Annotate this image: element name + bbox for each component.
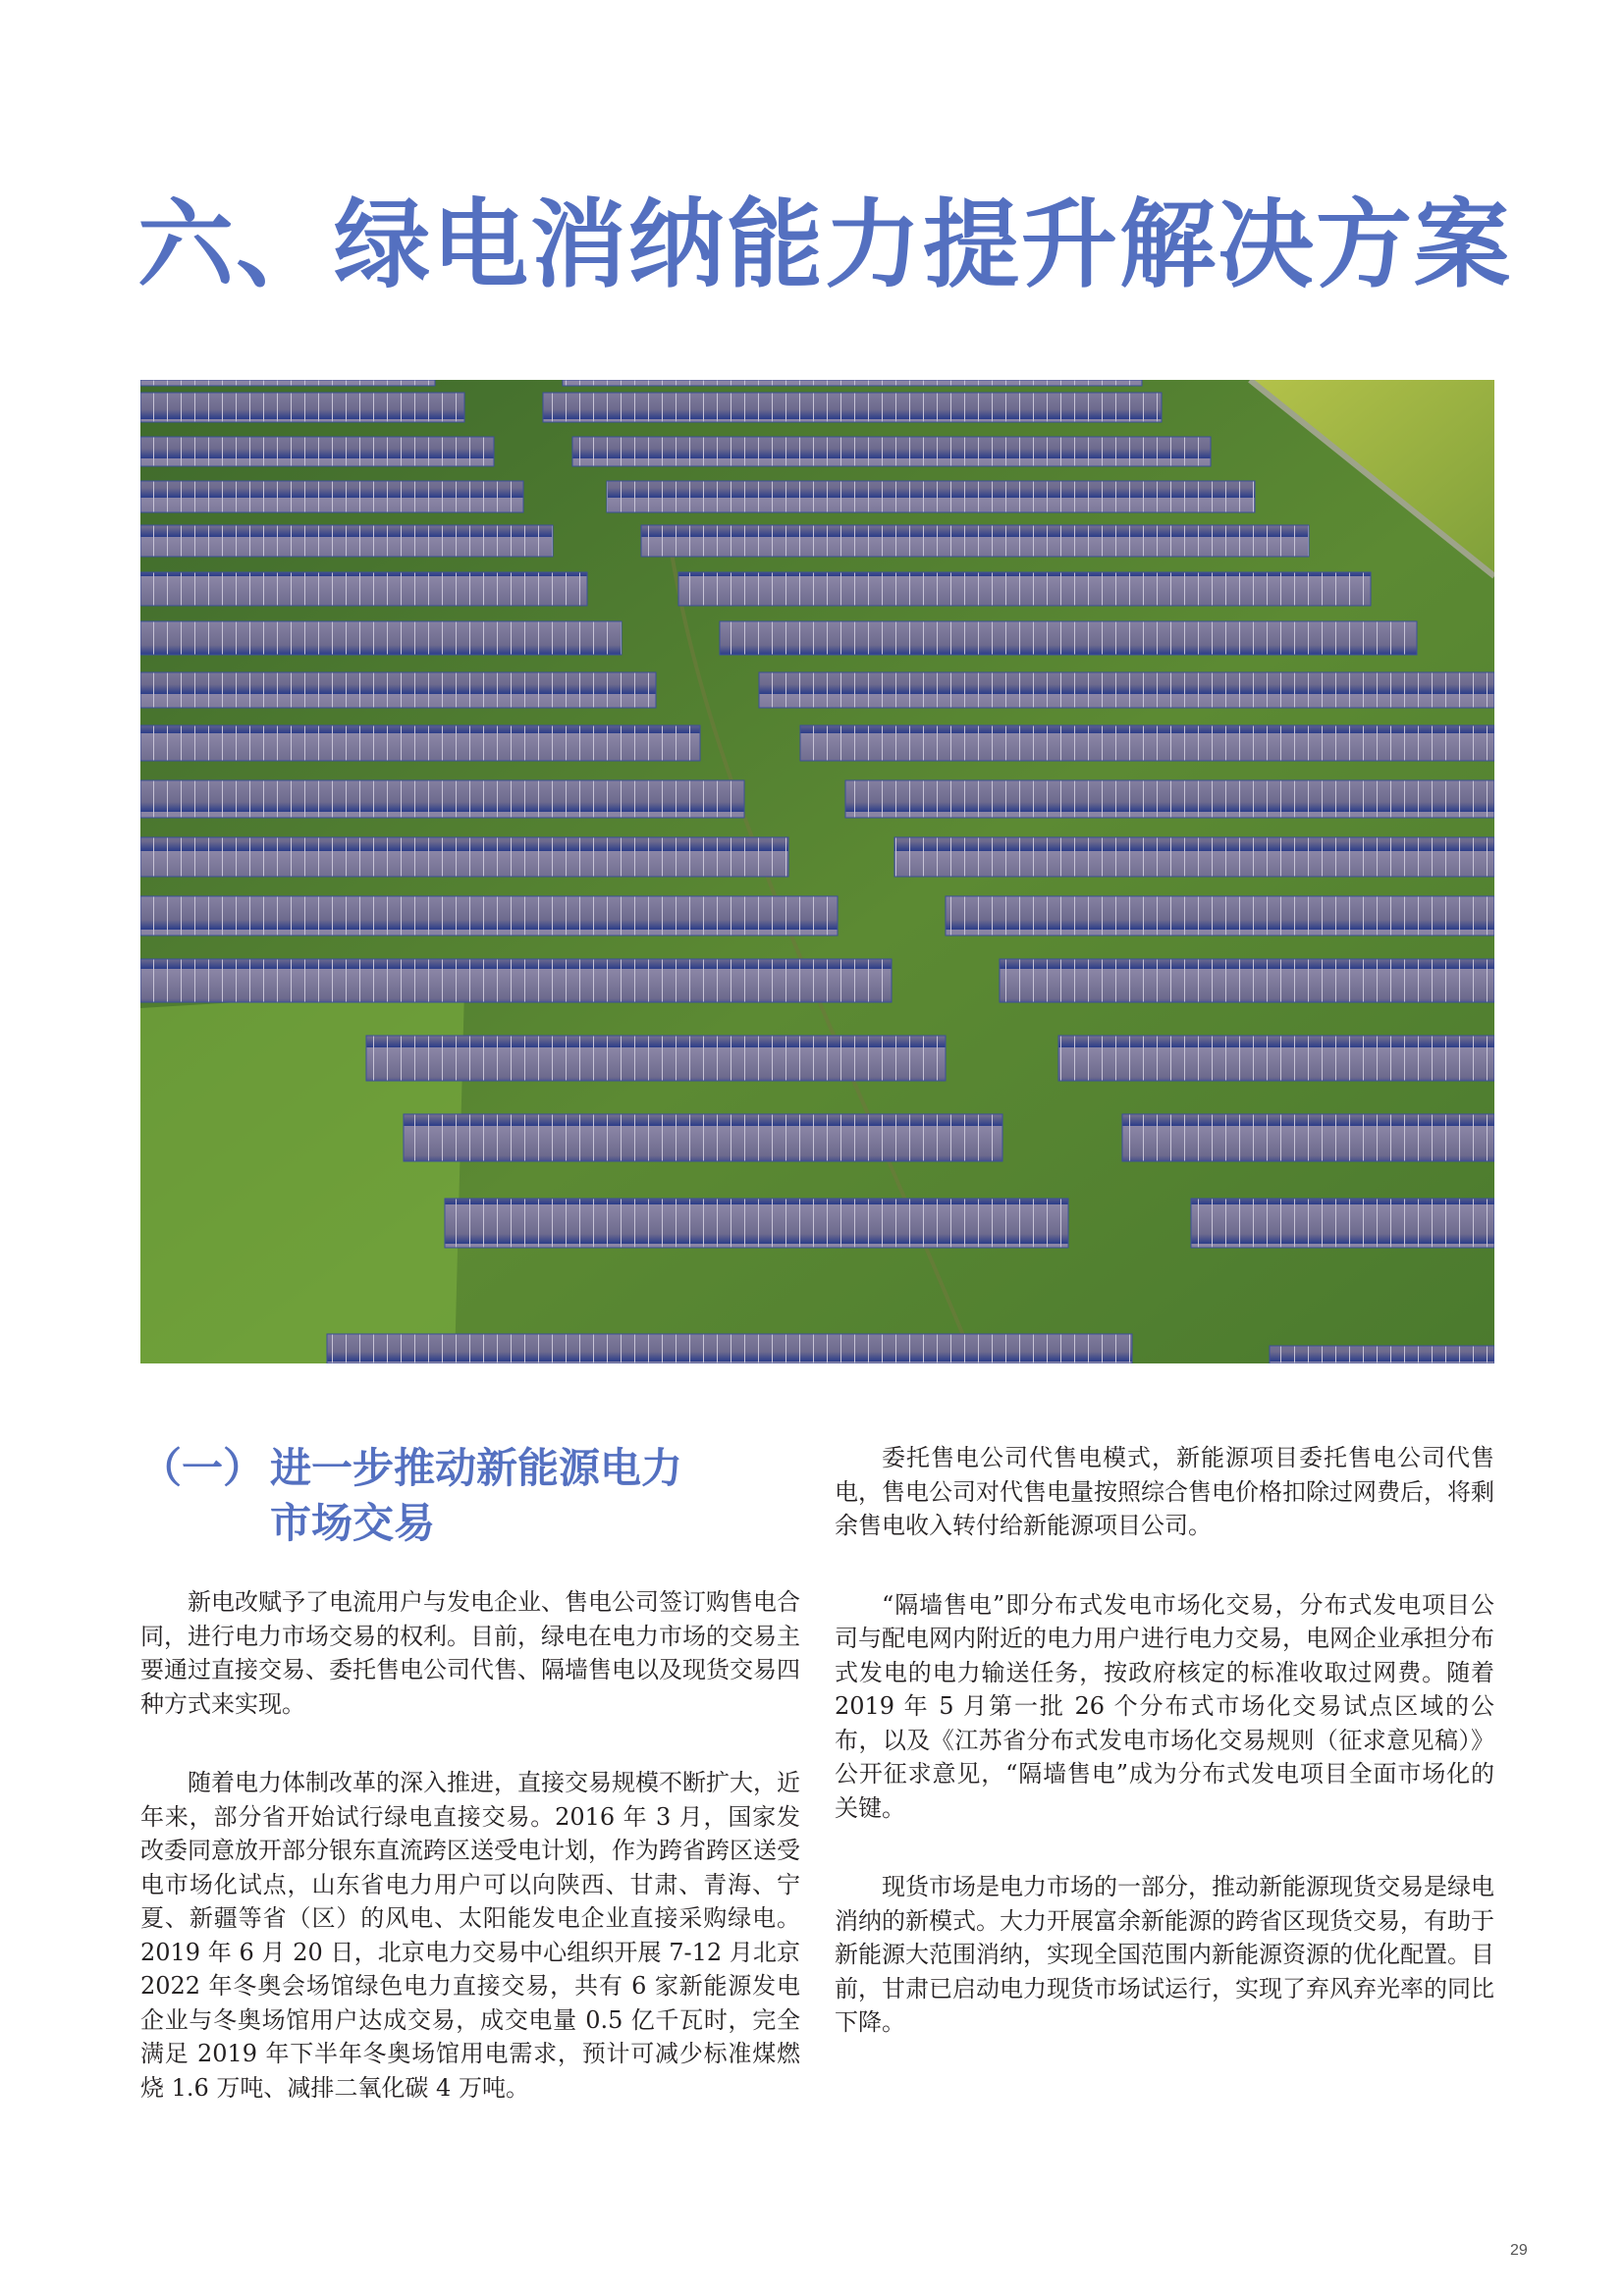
section-heading <box>140 1441 800 1551</box>
paragraph: 委托售电公司代售电模式，新能源项目委托售电公司代售电，售电公司对代售电量按照综合售电价格扣除过网费后，将剩余售电收入转付给新能源项目公司。 <box>835 1444 1494 1539</box>
paragraph: 新电改赋予了电流用户与发电企业、售电公司签订购售电合同，进行电力市场交易的权利。目前，绿电在电力市场的交易主要通过直接交易、委托售电公司代售、隔墙售电以及现货交易四种方式来实现。 <box>140 1588 800 1718</box>
page-number: 29 <box>1510 2242 1528 2259</box>
page-title: 六、绿电消纳能力提升解决方案 <box>137 189 1513 301</box>
section-number: （一） <box>140 1444 265 1492</box>
paragraph: 随着电力体制改革的深入推进，直接交易规模不断扩大，近年来，部分省开始试行绿电直接交易。2016 年 3 月，国家发改委同意放开部分银东直流跨区送受电计划，作为跨省跨区送受电市场化试点，山东省电力用户可以向陕西、甘肃、青海、宁夏、新疆等省（区）的风电、太阳能发电企业直接采购绿电。2019 年 6 月 20 日，北京电力交易中心组织开展 7-12 月北京 2022 年冬奥会场馆绿色电力直接交易，共有 6 家新能源发电企业与冬奥场馆用户达成交易，成交电量 0.5 亿千瓦时，完全满足 2019 年下半年冬奥场馆用电需求，预计可减少标准煤燃烧 1.6 万吨、减排二氧化碳 4 万吨。 <box>140 1769 800 2102</box>
paragraph: 现货市场是电力市场的一部分，推动新能源现货交易是绿电消纳的新模式。大力开展富余新能源的跨省区现货交易，有助于新能源大范围消纳，实现全国范围内新能源资源的优化配置。目前，甘肃已启动电力现货市场试运行，实现了弃风弃光率的同比下降。 <box>835 1873 1494 2036</box>
paragraph: “隔墙售电”即分布式发电市场化交易，分布式发电项目公司与配电网内附近的电力用户进行电力交易，电网企业承担分布式发电的电力输送任务，按政府核定的标准收取过网费。随着 2019 年 5 月第一批 26 个分布式市场化交易试点区域的公布，以及《江苏省分布式发电市场化交易规则（征求意见稿）》公开征求意见，“隔墙售电”成为分布式发电项目全面市场化的关键。 <box>835 1590 1494 1822</box>
solar-farm-photo <box>140 380 1494 1363</box>
section-title-line1: 进一步推动新能源电力 <box>270 1444 683 1492</box>
left-column <box>140 1441 800 2150</box>
right-column <box>835 1441 1494 2085</box>
section-title-line2: 市场交易 <box>270 1499 436 1547</box>
